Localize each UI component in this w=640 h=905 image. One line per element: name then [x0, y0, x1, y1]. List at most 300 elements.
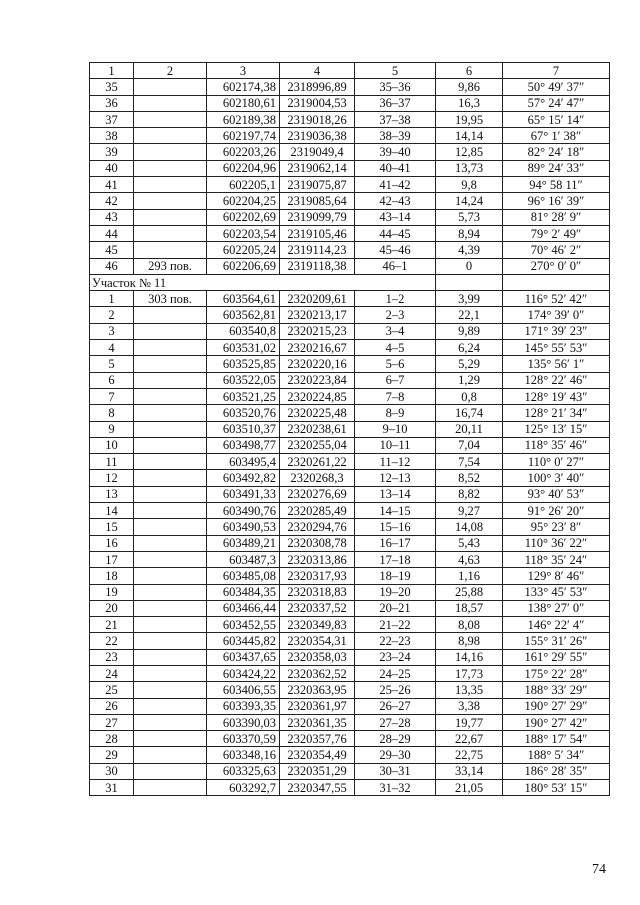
- table-cell: [134, 633, 207, 649]
- table-row: [90, 144, 610, 160]
- table-cell: [134, 128, 207, 144]
- table-cell: 16: [90, 535, 134, 551]
- table-cell: 2320276,69: [280, 486, 355, 502]
- table-cell: 8,98: [436, 633, 503, 649]
- table-cell: 17: [90, 551, 134, 567]
- table-cell: 18,57: [436, 600, 503, 616]
- table-row: [90, 486, 610, 502]
- table-cell: 16,3: [436, 95, 503, 111]
- table-cell: 14,08: [436, 519, 503, 535]
- table-cell: 13,73: [436, 160, 503, 176]
- table-cell: 146° 22′ 4″: [503, 617, 610, 633]
- table-cell: 2319114,23: [280, 242, 355, 258]
- table-cell: 603437,65: [207, 649, 280, 665]
- table-cell: 1,16: [436, 568, 503, 584]
- table-row: [90, 682, 610, 698]
- table-cell: 2320351,29: [280, 763, 355, 779]
- table-cell: [134, 209, 207, 225]
- table-cell: 20,11: [436, 421, 503, 437]
- table-cell: 110° 36′ 22″: [503, 535, 610, 551]
- table-cell: 110° 0′ 27″: [503, 454, 610, 470]
- table-body-part1: [90, 79, 610, 275]
- table-cell: 4,63: [436, 551, 503, 567]
- table-cell: 602203,54: [207, 225, 280, 241]
- table-cell: 7,54: [436, 454, 503, 470]
- table-row: [90, 747, 610, 763]
- table-cell: [134, 649, 207, 665]
- table-cell: 2319062,14: [280, 160, 355, 176]
- table-cell: 26: [90, 698, 134, 714]
- table-cell: [134, 111, 207, 127]
- table-cell: [134, 617, 207, 633]
- table-cell: 138° 27′ 0″: [503, 600, 610, 616]
- table-cell: 6,24: [436, 340, 503, 356]
- table-cell: 70° 46′ 2″: [503, 242, 610, 258]
- table-cell: 1–2: [355, 291, 436, 307]
- table-cell: 603348,16: [207, 747, 280, 763]
- table-cell: [134, 160, 207, 176]
- table-cell: 603498,77: [207, 437, 280, 453]
- table-cell: 30: [90, 763, 134, 779]
- table-cell: 28: [90, 731, 134, 747]
- table-cell: 12,85: [436, 144, 503, 160]
- table-cell: 175° 22′ 28″: [503, 665, 610, 681]
- table-row: [90, 340, 610, 356]
- table-cell: 23–24: [355, 649, 436, 665]
- table-row: [90, 731, 610, 747]
- table-cell: 21–22: [355, 617, 436, 633]
- table-cell: 38–39: [355, 128, 436, 144]
- table-cell: 116° 52′ 42″: [503, 291, 610, 307]
- table-cell: 37–38: [355, 111, 436, 127]
- table-cell: 603485,08: [207, 568, 280, 584]
- table-cell: 603531,02: [207, 340, 280, 356]
- table-cell: 2319105,46: [280, 225, 355, 241]
- table-cell: 2: [90, 307, 134, 323]
- table-cell: [134, 193, 207, 209]
- table-cell: 8,82: [436, 486, 503, 502]
- table-cell: 12: [90, 470, 134, 486]
- table-cell: 155° 31′ 26″: [503, 633, 610, 649]
- table-row: [90, 780, 610, 796]
- table-cell: 43–14: [355, 209, 436, 225]
- table-cell: 4: [90, 340, 134, 356]
- table-body-part2: [90, 291, 610, 796]
- table-cell: 14,24: [436, 193, 503, 209]
- table-cell: 2–3: [355, 307, 436, 323]
- table-cell: 125° 13′ 15″: [503, 421, 610, 437]
- table-cell: 1,29: [436, 372, 503, 388]
- table-cell: 2318996,89: [280, 79, 355, 95]
- table-cell: [134, 747, 207, 763]
- table-cell: 27–28: [355, 714, 436, 730]
- table-cell: 5,29: [436, 356, 503, 372]
- table-cell: 118° 35′ 24″: [503, 551, 610, 567]
- table-cell: 303 пов.: [134, 291, 207, 307]
- header-cell: 3: [207, 63, 280, 79]
- table-cell: [134, 356, 207, 372]
- table-cell: 603390,03: [207, 714, 280, 730]
- section-row: [90, 274, 610, 290]
- table-cell: [134, 405, 207, 421]
- table-cell: 25–26: [355, 682, 436, 698]
- table-cell: 4–5: [355, 340, 436, 356]
- table-cell: [134, 698, 207, 714]
- table-cell: 3: [90, 323, 134, 339]
- table-cell: [134, 503, 207, 519]
- table-cell: [134, 486, 207, 502]
- header-cell: 7: [503, 63, 610, 79]
- table-cell: 11–12: [355, 454, 436, 470]
- table-cell: 135° 56′ 1″: [503, 356, 610, 372]
- table-cell: 35–36: [355, 79, 436, 95]
- table-cell: 602205,1: [207, 177, 280, 193]
- table-cell: 45–46: [355, 242, 436, 258]
- table-cell: 5,73: [436, 209, 503, 225]
- header-cell: 1: [90, 63, 134, 79]
- table-cell: 8,52: [436, 470, 503, 486]
- table-cell: 603525,85: [207, 356, 280, 372]
- table-cell: 30–31: [355, 763, 436, 779]
- table-cell: [134, 323, 207, 339]
- table-row: [90, 698, 610, 714]
- table-cell: 603393,35: [207, 698, 280, 714]
- table-cell: [134, 551, 207, 567]
- table-cell: 9,8: [436, 177, 503, 193]
- table-cell: 10: [90, 437, 134, 453]
- table-row: [90, 437, 610, 453]
- table-cell: 2320220,16: [280, 356, 355, 372]
- table-cell: 8: [90, 405, 134, 421]
- table-cell: 25: [90, 682, 134, 698]
- table-cell: 13: [90, 486, 134, 502]
- table-cell: 7,04: [436, 437, 503, 453]
- table-cell: 8,94: [436, 225, 503, 241]
- table-cell: [134, 682, 207, 698]
- table-cell: 26–27: [355, 698, 436, 714]
- table-row: [90, 714, 610, 730]
- table-cell: 2320285,49: [280, 503, 355, 519]
- table-row: [90, 568, 610, 584]
- table-cell: 5,43: [436, 535, 503, 551]
- table-cell: 15–16: [355, 519, 436, 535]
- table-cell: 16,74: [436, 405, 503, 421]
- table-cell: 14: [90, 503, 134, 519]
- section-row-group: [90, 274, 610, 290]
- table-cell: 13,35: [436, 682, 503, 698]
- table-cell: 19,95: [436, 111, 503, 127]
- table-cell: 94° 58 11″: [503, 177, 610, 193]
- table-cell: 2319049,4: [280, 144, 355, 160]
- table-cell: [134, 454, 207, 470]
- table-cell: 603495,4: [207, 454, 280, 470]
- table-row: [90, 665, 610, 681]
- table-cell: 602203,26: [207, 144, 280, 160]
- table-cell: [134, 665, 207, 681]
- table-cell: 93° 40′ 53″: [503, 486, 610, 502]
- table-cell: 2320349,83: [280, 617, 355, 633]
- table-cell: 2320358,03: [280, 649, 355, 665]
- table-cell: 293 пов.: [134, 258, 207, 274]
- table-cell: 8–9: [355, 405, 436, 421]
- table-cell: 2319085,64: [280, 193, 355, 209]
- table-cell: 603522,05: [207, 372, 280, 388]
- table-cell: 603491,33: [207, 486, 280, 502]
- table-cell: 7–8: [355, 388, 436, 404]
- table-cell: 129° 8′ 46″: [503, 568, 610, 584]
- table-cell: 3–4: [355, 323, 436, 339]
- table-cell: 5–6: [355, 356, 436, 372]
- table-cell: 46: [90, 258, 134, 274]
- table-row: [90, 193, 610, 209]
- table-cell: 0: [436, 258, 503, 274]
- table-cell: [503, 274, 610, 290]
- table-cell: 6: [90, 372, 134, 388]
- table-row: [90, 258, 610, 274]
- table-row: [90, 649, 610, 665]
- table-row: [90, 372, 610, 388]
- table-cell: 2320261,22: [280, 454, 355, 470]
- table-row: [90, 111, 610, 127]
- table-cell: 188° 5′ 34″: [503, 747, 610, 763]
- table-cell: 13–14: [355, 486, 436, 502]
- table-cell: 602180,61: [207, 95, 280, 111]
- table-cell: 270° 0′ 0″: [503, 258, 610, 274]
- header-cell: 4: [280, 63, 355, 79]
- table-row: [90, 421, 610, 437]
- table-cell: 602204,25: [207, 193, 280, 209]
- table-cell: 603424,22: [207, 665, 280, 681]
- table-row: [90, 551, 610, 567]
- table-cell: 2320255,04: [280, 437, 355, 453]
- table-cell: 19,77: [436, 714, 503, 730]
- table-cell: 602204,96: [207, 160, 280, 176]
- table-cell: 2319018,26: [280, 111, 355, 127]
- table-cell: 44: [90, 225, 134, 241]
- table-cell: 95° 23′ 8″: [503, 519, 610, 535]
- table-cell: 22,75: [436, 747, 503, 763]
- table-cell: 2320225,48: [280, 405, 355, 421]
- table-cell: 27: [90, 714, 134, 730]
- table-row: [90, 617, 610, 633]
- table-cell: 2320313,86: [280, 551, 355, 567]
- table-cell: 603564,61: [207, 291, 280, 307]
- table-cell: 1: [90, 291, 134, 307]
- table-cell: 28–29: [355, 731, 436, 747]
- table-cell: 45: [90, 242, 134, 258]
- table-cell: 2319118,38: [280, 258, 355, 274]
- table-cell: 22: [90, 633, 134, 649]
- table-cell: 2319004,53: [280, 95, 355, 111]
- table-cell: 133° 45′ 53″: [503, 584, 610, 600]
- table-row: [90, 177, 610, 193]
- table-row: [90, 388, 610, 404]
- table-cell: 118° 35′ 46″: [503, 437, 610, 453]
- table-row: [90, 584, 610, 600]
- table-cell: 36–37: [355, 95, 436, 111]
- table-cell: [134, 470, 207, 486]
- table-cell: 20–21: [355, 600, 436, 616]
- table-cell: 2320361,97: [280, 698, 355, 714]
- table-cell: 2320337,52: [280, 600, 355, 616]
- table-row: [90, 519, 610, 535]
- header-cell: 6: [436, 63, 503, 79]
- table-cell: [134, 780, 207, 796]
- table-cell: 67° 1′ 38″: [503, 128, 610, 144]
- table-cell: 2320238,61: [280, 421, 355, 437]
- table-cell: 21: [90, 617, 134, 633]
- table-cell: 2320357,76: [280, 731, 355, 747]
- table-cell: 2320215,23: [280, 323, 355, 339]
- table-cell: 2320317,93: [280, 568, 355, 584]
- table-cell: 603562,81: [207, 307, 280, 323]
- table-row: [90, 242, 610, 258]
- table-cell: 602205,24: [207, 242, 280, 258]
- table-row: [90, 160, 610, 176]
- table-cell: 9,86: [436, 79, 503, 95]
- table-row: [90, 633, 610, 649]
- table-cell: 2320354,49: [280, 747, 355, 763]
- table-cell: 603487,3: [207, 551, 280, 567]
- table-cell: 603325,63: [207, 763, 280, 779]
- table-cell: 188° 17′ 54″: [503, 731, 610, 747]
- table-cell: 128° 21′ 34″: [503, 405, 610, 421]
- table-cell: 18: [90, 568, 134, 584]
- table-cell: 50° 49′ 37″: [503, 79, 610, 95]
- table-cell: 29–30: [355, 747, 436, 763]
- table-cell: [134, 535, 207, 551]
- table-cell: 128° 22′ 46″: [503, 372, 610, 388]
- table-cell: 145° 55′ 53″: [503, 340, 610, 356]
- table-cell: 603452,55: [207, 617, 280, 633]
- table-cell: 602206,69: [207, 258, 280, 274]
- table-cell: 3,38: [436, 698, 503, 714]
- table-cell: 17–18: [355, 551, 436, 567]
- table-cell: 91° 26′ 20″: [503, 503, 610, 519]
- table-cell: 43: [90, 209, 134, 225]
- table-row: [90, 79, 610, 95]
- table-cell: 46–1: [355, 258, 436, 274]
- table-cell: 41: [90, 177, 134, 193]
- table-cell: 161° 29′ 55″: [503, 649, 610, 665]
- table-cell: 29: [90, 747, 134, 763]
- table-cell: 2320223,84: [280, 372, 355, 388]
- table-cell: [134, 340, 207, 356]
- table-cell: 9–10: [355, 421, 436, 437]
- table-cell: 603370,59: [207, 731, 280, 747]
- table-cell: 22,1: [436, 307, 503, 323]
- table-cell: 2320354,31: [280, 633, 355, 649]
- table-cell: 37: [90, 111, 134, 127]
- table-cell: [134, 388, 207, 404]
- table-cell: [134, 568, 207, 584]
- table-cell: 23: [90, 649, 134, 665]
- table-cell: 6–7: [355, 372, 436, 388]
- table-cell: 9,89: [436, 323, 503, 339]
- table-cell: 14–15: [355, 503, 436, 519]
- table-cell: [134, 714, 207, 730]
- table-cell: 8,08: [436, 617, 503, 633]
- table-cell: [134, 225, 207, 241]
- table-row: [90, 503, 610, 519]
- table-cell: 602202,69: [207, 209, 280, 225]
- table-cell: 603521,25: [207, 388, 280, 404]
- table-row: [90, 356, 610, 372]
- table-cell: 31: [90, 780, 134, 796]
- table-cell: 42: [90, 193, 134, 209]
- table-cell: [134, 519, 207, 535]
- table-cell: 24–25: [355, 665, 436, 681]
- table-cell: 42–43: [355, 193, 436, 209]
- table-cell: 40: [90, 160, 134, 176]
- table-cell: 2320209,61: [280, 291, 355, 307]
- table-cell: 190° 27′ 29″: [503, 698, 610, 714]
- table-row: [90, 291, 610, 307]
- table-cell: [134, 242, 207, 258]
- table-cell: 2320294,76: [280, 519, 355, 535]
- table-cell: 2320216,67: [280, 340, 355, 356]
- table-cell: 17,73: [436, 665, 503, 681]
- table-cell: 5: [90, 356, 134, 372]
- header-cell: 2: [134, 63, 207, 79]
- table-cell: 603406,55: [207, 682, 280, 698]
- table-cell: 14,14: [436, 128, 503, 144]
- table-cell: 603489,21: [207, 535, 280, 551]
- table-cell: 603484,35: [207, 584, 280, 600]
- table-cell: [134, 437, 207, 453]
- table-cell: 18–19: [355, 568, 436, 584]
- table-cell: 603492,82: [207, 470, 280, 486]
- table-cell: 36: [90, 95, 134, 111]
- table-cell: 44–45: [355, 225, 436, 241]
- table-cell: 22,67: [436, 731, 503, 747]
- table-cell: 82° 24′ 18″: [503, 144, 610, 160]
- table-cell: 2319099,79: [280, 209, 355, 225]
- table-cell: [134, 600, 207, 616]
- table-cell: 2320308,78: [280, 535, 355, 551]
- table-cell: 2320318,83: [280, 584, 355, 600]
- table-cell: 2319075,87: [280, 177, 355, 193]
- table-cell: 100° 3′ 40″: [503, 470, 610, 486]
- table-cell: 9: [90, 421, 134, 437]
- table-cell: 39: [90, 144, 134, 160]
- coordinates-table: [89, 62, 610, 796]
- table-cell: [134, 307, 207, 323]
- table-cell: 2320363,95: [280, 682, 355, 698]
- header-row: [90, 63, 610, 79]
- table-cell: 11: [90, 454, 134, 470]
- table-cell: 603490,76: [207, 503, 280, 519]
- table-cell: [134, 584, 207, 600]
- table-cell: 0,8: [436, 388, 503, 404]
- table-row: [90, 128, 610, 144]
- table-cell: [134, 144, 207, 160]
- table-cell: [436, 274, 503, 290]
- table-cell: 190° 27′ 42″: [503, 714, 610, 730]
- table-cell: 16–17: [355, 535, 436, 551]
- table-cell: 2319036,38: [280, 128, 355, 144]
- table-cell: 41–42: [355, 177, 436, 193]
- table-row: [90, 225, 610, 241]
- table-cell: 65° 15′ 14″: [503, 111, 610, 127]
- table-cell: 2320347,55: [280, 780, 355, 796]
- table-row: [90, 454, 610, 470]
- table-cell: 40–41: [355, 160, 436, 176]
- table-cell: 35: [90, 79, 134, 95]
- table-cell: 9,27: [436, 503, 503, 519]
- table-cell: 39–40: [355, 144, 436, 160]
- section-label: Участок № 11: [90, 274, 436, 290]
